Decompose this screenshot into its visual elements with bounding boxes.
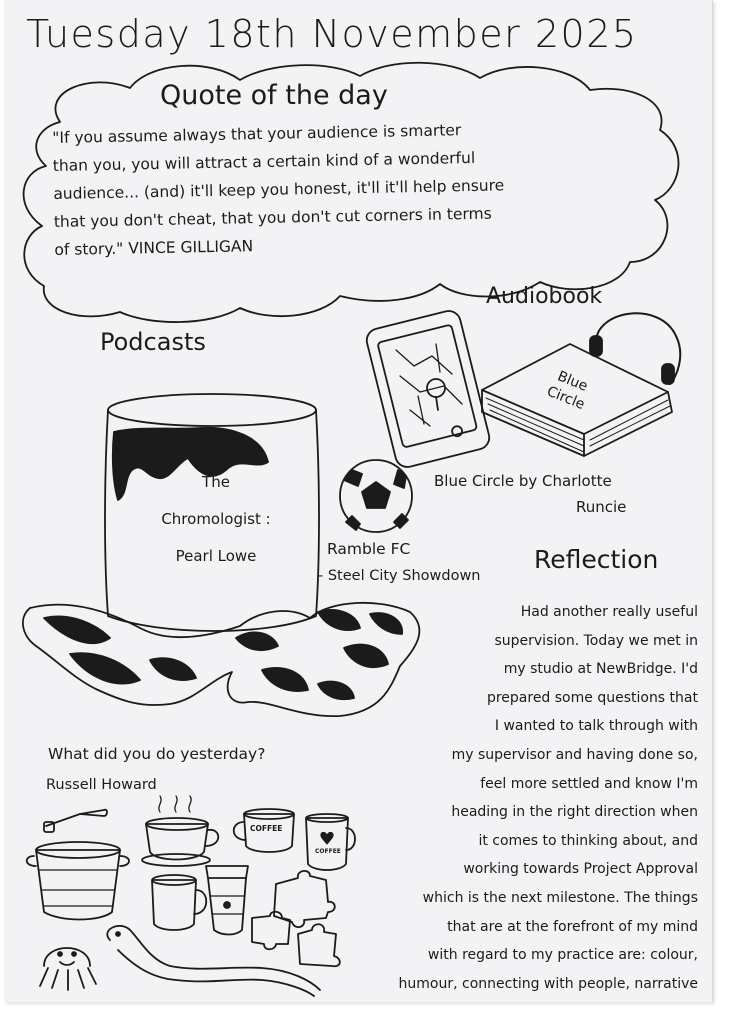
podcast-label-line: The	[202, 473, 230, 491]
reflection-line: my supervisor and having done so,	[451, 746, 698, 763]
reflection-line: I wanted to talk through with	[494, 718, 698, 735]
quote-line: "If you assume always that your audience is smarter	[52, 121, 462, 147]
love-coffee-mug-label: COFFEE	[315, 848, 341, 855]
puzzle-piece-icon	[252, 871, 340, 966]
podcast-ramble-subtitle: - Steel City Showdown	[318, 568, 481, 584]
phone-map-icon	[364, 308, 492, 469]
reflection-heading: Reflection	[534, 545, 659, 574]
quote-line: audience... (and) it'll keep you honest, it'll it'll help ensure	[53, 176, 505, 203]
reflection-line: Had another really useful	[520, 604, 698, 620]
reflection-line: humour, connecting with people, narrative	[398, 975, 698, 992]
podcast-chromologist-label	[126, 464, 306, 575]
book-cover-label: Blue Circle	[544, 368, 590, 414]
reflection-line: heading in the right direction when	[451, 804, 698, 821]
quote-line: than you, you will attract a certain kind of a wonderful	[52, 148, 476, 175]
audiobook-caption	[434, 468, 694, 520]
reflection-line: supervision. Today we met in	[494, 632, 698, 649]
reflection-text	[330, 598, 720, 998]
yesterday-answer: Russell Howard	[46, 777, 157, 793]
yesterday-question: What did you do yesterday?	[48, 745, 266, 763]
podcast-label-line: Chromologist :	[161, 510, 271, 528]
reflection-line: my studio at NewBridge. I'd	[503, 661, 698, 678]
quote-line: of story." VINCE GILLIGAN	[54, 237, 254, 259]
podcasts-heading: Podcasts	[100, 328, 206, 356]
audiobook-caption-line: Blue Circle by Charlotte	[434, 472, 612, 490]
takeaway-cup-icon	[206, 866, 248, 935]
reflection-line: prepared some questions that	[486, 689, 698, 706]
coffee-mug-label: COFFEE	[250, 824, 283, 833]
bucket-icon	[27, 810, 129, 920]
tea-cup-icon	[142, 796, 218, 866]
podcast-label-line: Pearl Lowe	[175, 547, 257, 565]
reflection-line: feel more settled and know I'm	[480, 775, 698, 792]
podcast-ramble-title: Ramble FC	[327, 540, 411, 558]
quote-line: that you don't cheat, that you don't cut corners in terms	[53, 204, 492, 231]
plain-mug-icon	[152, 875, 206, 930]
spider-icon	[40, 948, 96, 990]
audiobook-heading: Audiobook	[486, 284, 603, 309]
audiobook-caption-line: Runcie	[576, 498, 627, 516]
quote-heading: Quote of the day	[160, 80, 388, 111]
reflection-line: working towards Project Approval	[463, 861, 698, 878]
reflection-line: which is the next milestone. The things	[422, 889, 698, 906]
reflection-line: that are at the forefront of my mind	[447, 918, 698, 935]
quote-text	[52, 112, 655, 263]
page-date: Tuesday 18th November 2025	[26, 12, 638, 56]
reflection-line: with regard to my practice are: colour,	[427, 947, 698, 964]
reflection-line: it comes to thinking about, and	[478, 832, 698, 849]
football-icon	[340, 460, 412, 532]
